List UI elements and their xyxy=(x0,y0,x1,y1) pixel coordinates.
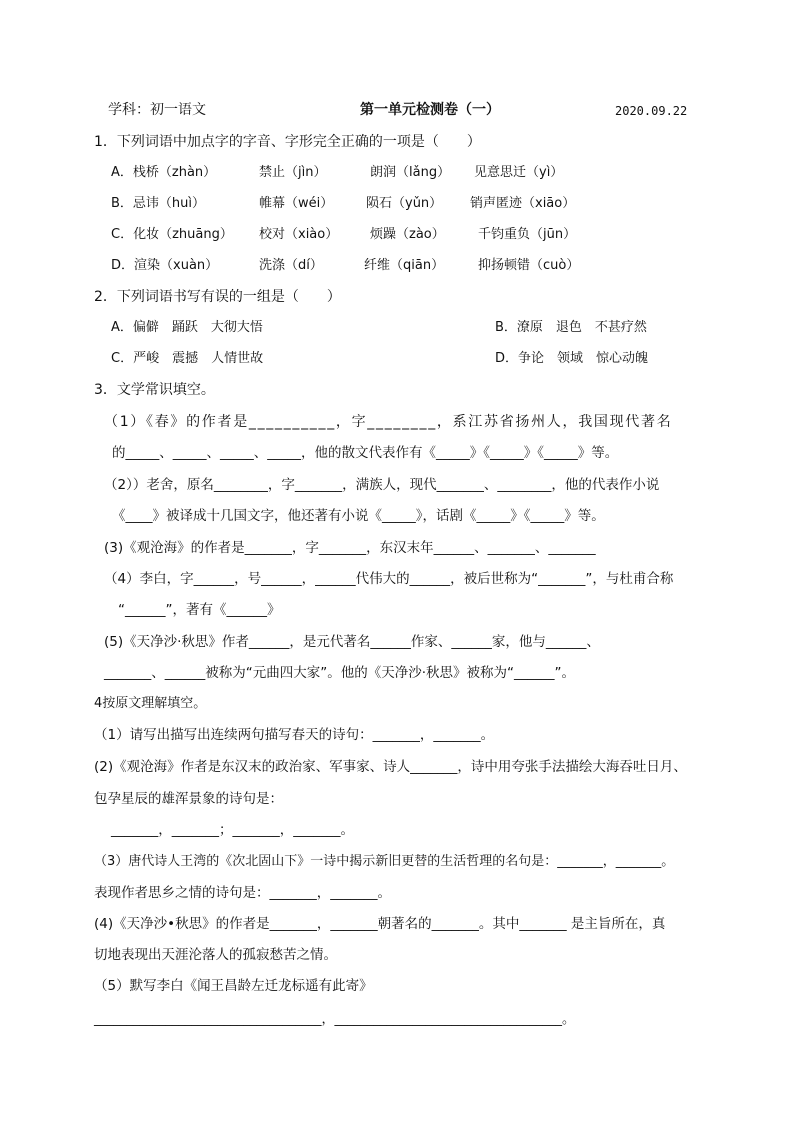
q3-line-6: （4）李白，字______，号______，______代伟大的______，被后世称为“_______”，与杜甫合称 xyxy=(104,571,674,587)
q4-line-10: ___________________________________，___________________________________。 xyxy=(94,1012,575,1027)
q4-line-7: (4)《天净沙•秋思》的作者是_______，_______朝著名的_______。其中_______ 是主旨所在，真 xyxy=(94,916,666,932)
q3-line-7: “______”，著有《______》 xyxy=(118,602,281,618)
q4-line-5: （3）唐代诗人王湾的《次北固山下》一诗中揭示新旧更替的生活哲理的名句是：_______，_______。 xyxy=(94,854,675,869)
q1-option-d-word3: 纤维（qiān） xyxy=(364,258,445,273)
q3-line-1: （1）《春》的作者是__________，字________，系江苏省扬州人，我国现代著名 xyxy=(104,414,673,430)
q2-stem: 2．下列词语书写有误的一组是（ ） xyxy=(94,289,341,305)
q2-option-c: C．严峻 震撼 人情世故 xyxy=(111,351,264,366)
q3-stem: 3．文学常识填空。 xyxy=(94,382,215,398)
q1-option-b-word4: 销声匿迹（xiāo） xyxy=(470,196,576,211)
q2-option-b: B．潦原 退色 不甚疗然 xyxy=(495,320,647,335)
q1-option-d-word1: D．渲染（xuàn） xyxy=(111,258,219,273)
q3-line-9: _______、______被称为“元曲四大家”。他的《天净沙·秋思》被称为“______”。 xyxy=(104,665,576,681)
q2-option-a: A．偏僻 踊跃 大彻大悟 xyxy=(111,320,263,335)
q3-line-2: 的_____、_____、_____、_____，他的散文代表作有《_____》《_____》《_____》等。 xyxy=(112,445,619,461)
q4-line-6: 表现作者思乡之情的诗句是：_______，_______。 xyxy=(94,885,391,901)
q1-option-c-word1: C．化妆（zhuāng） xyxy=(111,227,233,242)
q1-option-a-word2: 禁止（jìn） xyxy=(259,165,327,180)
q4-line-1: （1）请写出描写出连续两句描写春天的诗句：_______，_______。 xyxy=(94,727,495,743)
q1-stem: 1．下列词语中加点字的字音、字形完全正确的一项是（ ） xyxy=(94,134,481,150)
q4-stem: 4按原文理解填空。 xyxy=(94,696,207,711)
q3-line-3: （2））老舍，原名________，字_______，满族人，现代_______、________，他的代表作小说 xyxy=(104,477,660,493)
q1-option-a-word3: 朗润（lǎng） xyxy=(370,165,451,180)
q4-line-9: （5）默写李白《闻王昌龄左迁龙标遥有此寄》 xyxy=(94,978,373,994)
date-label: 2020.09.22 xyxy=(615,104,688,118)
q1-option-b-word2: 帷幕（wéi） xyxy=(259,196,334,211)
q3-line-8: (5)《天净沙·秋思》作者______，是元代著名______作家、______家，他与______、 xyxy=(104,634,600,650)
q4-line-4: _______，_______；_______，_______。 xyxy=(111,822,354,838)
q3-line-4: 《____》被译成十几国文字，他还著有小说《_____》，话剧《_____》《_____》等。 xyxy=(112,508,605,524)
q3-line-5: (3)《观沧海》的作者是_______，字_______，东汉末年______、_______、_______ xyxy=(104,540,596,556)
q1-option-b-word3: 陨石（yǔn） xyxy=(366,196,443,211)
page-title: 第一单元检测卷（一） xyxy=(360,102,500,118)
q1-option-c-word3: 烦躁（zào） xyxy=(370,227,445,242)
q2-option-d: D．争论 领域 惊心动魄 xyxy=(495,351,649,366)
q1-option-a-word4: 见意思迁（yì） xyxy=(474,165,564,180)
q4-line-2: (2)《观沧海》作者是东汉末的政治家、军事家、诗人_______，诗中用夸张手法描绘大海吞吐日月、 xyxy=(94,759,687,775)
q4-line-8: 切地表现出天涯沦落人的孤寂愁苦之情。 xyxy=(94,947,337,963)
q1-option-d-word2: 洗涤（dí） xyxy=(259,258,323,273)
subject-label: 学科：初一语文 xyxy=(108,102,206,118)
q4-line-3: 包孕星辰的雄浑景象的诗句是： xyxy=(94,791,283,807)
q1-option-b-word1: B．忌讳（huì） xyxy=(111,196,206,211)
q1-option-c-word2: 校对（xiào） xyxy=(259,227,339,242)
q1-option-c-word4: 千钧重负（jūn） xyxy=(478,227,577,242)
q1-option-a-word1: A．栈桥（zhàn） xyxy=(111,165,217,180)
q1-option-d-word4: 抑扬顿错（cuò） xyxy=(478,258,580,273)
